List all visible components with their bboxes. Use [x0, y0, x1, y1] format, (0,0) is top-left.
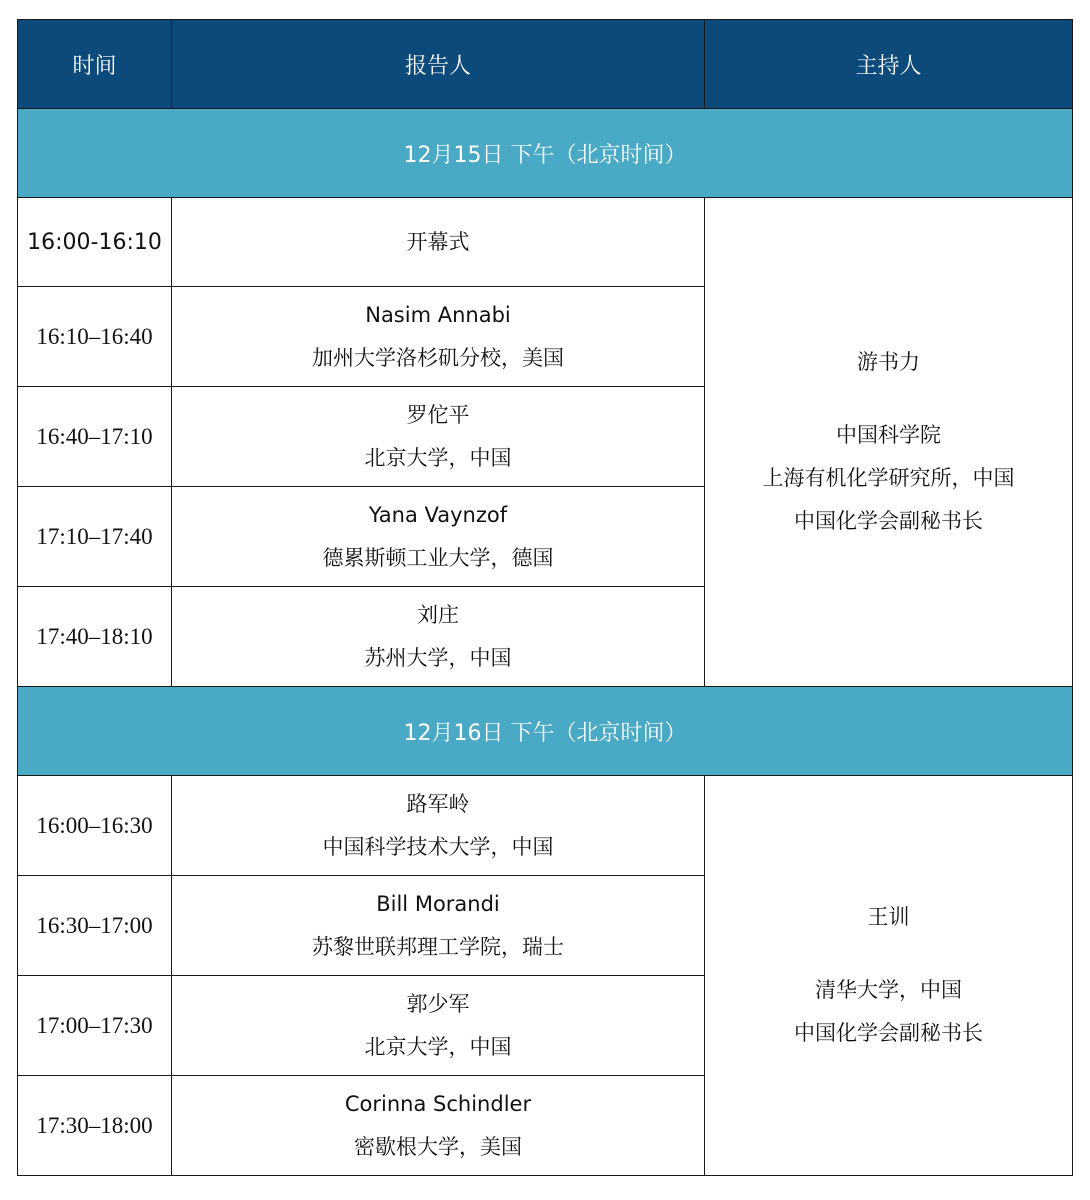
header-time: 时间 — [18, 20, 172, 109]
speaker-affiliation: 中国科学技术大学，中国 — [322, 834, 554, 859]
speaker-name: Yana Vaynzof — [368, 502, 508, 527]
slot-time: 17:10–17:40 — [18, 487, 172, 587]
table-row — [18, 198, 1073, 287]
slot-time: 16:00-16:10 — [18, 198, 172, 287]
speaker-name: 郭少军 — [406, 991, 470, 1016]
header-host: 主持人 — [705, 20, 1073, 109]
table-header-row — [18, 20, 1073, 109]
slot-time: 16:40–17:10 — [18, 387, 172, 487]
speaker-affiliation: 北京大学，中国 — [364, 1034, 512, 1059]
speaker-name: 刘庄 — [417, 602, 459, 627]
host-affiliation: 清华大学，中国 — [815, 978, 962, 1002]
slot-speaker — [172, 876, 705, 976]
slot-time: 16:00–16:30 — [18, 776, 172, 876]
speaker-name: 路军岭 — [406, 791, 470, 816]
speaker-affiliation: 北京大学，中国 — [364, 445, 512, 470]
slot-time: 17:30–18:00 — [18, 1076, 172, 1176]
day-row — [18, 687, 1073, 776]
slot-speaker — [172, 287, 705, 387]
speaker-affiliation: 德累斯顿工业大学，德国 — [322, 545, 554, 570]
table-row — [18, 776, 1073, 876]
slot-speaker — [172, 387, 705, 487]
host-cell — [705, 776, 1073, 1176]
speaker-name: 开幕式 — [406, 229, 470, 254]
speaker-name: Nasim Annabi — [365, 302, 511, 327]
slot-speaker — [172, 198, 705, 287]
slot-speaker — [172, 976, 705, 1076]
slot-speaker — [172, 776, 705, 876]
slot-time: 17:40–18:10 — [18, 587, 172, 687]
host-affiliation: 上海有机化学研究所，中国 — [762, 466, 1015, 490]
host-role: 中国化学会副秘书长 — [794, 1021, 983, 1045]
slot-speaker — [172, 1076, 705, 1176]
slot-time: 16:30–17:00 — [18, 876, 172, 976]
slot-time: 17:00–17:30 — [18, 976, 172, 1076]
speaker-affiliation: 苏州大学，中国 — [364, 645, 512, 670]
schedule-table — [17, 19, 1073, 1176]
day-label: 12月15日 下午（北京时间） — [18, 109, 1073, 198]
slot-time: 16:10–16:40 — [18, 287, 172, 387]
host-role: 中国化学会副秘书长 — [794, 509, 983, 533]
slot-speaker — [172, 487, 705, 587]
host-name: 王训 — [867, 905, 910, 929]
slot-speaker — [172, 587, 705, 687]
host-cell — [705, 198, 1073, 687]
speaker-name: 罗佗平 — [406, 402, 470, 427]
day-row — [18, 109, 1073, 198]
speaker-name: Corinna Schindler — [344, 1091, 532, 1116]
speaker-affiliation: 苏黎世联邦理工学院，瑞士 — [312, 934, 564, 959]
host-name: 游书力 — [857, 350, 920, 374]
header-speaker: 报告人 — [172, 20, 705, 109]
speaker-name: Bill Morandi — [376, 891, 500, 916]
speaker-affiliation: 密歇根大学，美国 — [354, 1134, 522, 1159]
day-label: 12月16日 下午（北京时间） — [18, 687, 1073, 776]
speaker-affiliation: 加州大学洛杉矶分校，美国 — [312, 345, 564, 370]
host-affiliation: 中国科学院 — [836, 423, 941, 447]
